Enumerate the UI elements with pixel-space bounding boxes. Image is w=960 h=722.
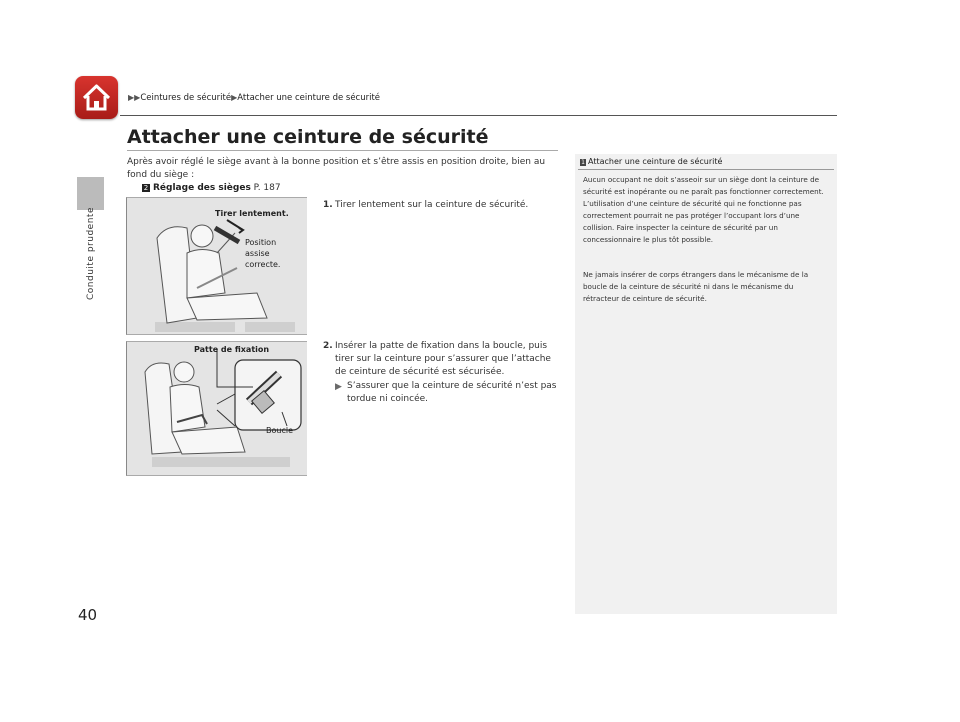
section-tab-marker	[77, 177, 104, 210]
bullet-text-line2: tordue ni coincée.	[347, 394, 428, 404]
step-2-number: 2.	[323, 341, 333, 351]
step-1-number: 1.	[323, 200, 333, 210]
side-note-title	[580, 157, 722, 166]
label-correct-position-1: Position	[245, 238, 277, 247]
title-rule	[127, 150, 558, 151]
figure-buckle	[126, 341, 307, 476]
side-note-paragraph-1: Aucun occupant ne doit s’asseoir sur un siège dont la ceinture de sécurité est inopérante ou ne paraît pas fonctionner correctement. L’utilisation d’une ceinture de sécurité qui ne fonctionne pas correctement pourrait ne pas protéger l’occupant lors d’une collision. Faire inspecter la ceinture de sécurité par un concessionnaire le plus tôt possible.	[583, 175, 824, 244]
label-correct-position-2: assise	[245, 249, 270, 258]
page-number: 40	[78, 606, 98, 624]
breadcrumb-item-current[interactable]: Attacher une ceinture de sécurité	[237, 93, 381, 103]
home-button[interactable]	[75, 76, 118, 119]
label-buckle: Boucle	[266, 426, 293, 435]
intro-text: Après avoir réglé le siège avant à la bonne position et s’être assis en position droite, bien au fond du siège :	[127, 157, 546, 180]
step-2-text-line1: Insérer la patte de fixation dans la boucle, puis	[335, 341, 548, 351]
header-rule	[120, 115, 837, 116]
reference-icon: 2	[143, 184, 149, 192]
check-bullet	[335, 380, 560, 407]
step-2-text-line3: de ceinture de sécurité est sécurisée.	[335, 367, 505, 377]
label-pull-slowly: Tirer lentement.	[215, 209, 289, 218]
home-icon	[81, 82, 112, 113]
page-title: Attacher une ceinture de sécurité	[127, 126, 489, 148]
section-label: Conduite prudente	[86, 207, 96, 300]
step-2-text-line2: tirer sur la ceinture pour s’assurer que l’attache	[335, 354, 551, 364]
step-1	[323, 199, 558, 212]
breadcrumb	[128, 93, 380, 103]
breadcrumb-arrow: ▶	[231, 93, 238, 102]
figure-pull-belt	[126, 197, 307, 335]
cross-reference-link[interactable]	[142, 183, 281, 193]
note-icon: 1	[581, 159, 585, 166]
xref-page: P. 187	[250, 183, 281, 193]
xref-label: Réglage des sièges	[153, 183, 251, 193]
breadcrumb-item-seatbelts[interactable]: Ceintures de sécurité	[140, 93, 232, 103]
side-note-paragraph-2: Ne jamais insérer de corps étrangers dans le mécanisme de la boucle de la ceinture de sécurité ni dans le mécanisme du rétracteur de ceinture de sécurité.	[583, 270, 809, 303]
step-1-text: Tirer lentement sur la ceinture de sécurité.	[335, 200, 529, 210]
note-title-text: Attacher une ceinture de sécurité	[588, 157, 723, 166]
label-tab: Patte de fixation	[194, 345, 270, 354]
label-correct-position-3: correcte.	[245, 260, 281, 269]
step-2	[323, 340, 558, 380]
bullet-arrow-icon: ▶	[335, 382, 342, 392]
breadcrumb-arrows: ▶▶	[128, 93, 141, 102]
bullet-text-line1: S’assurer que la ceinture de sécurité n’est pas	[347, 381, 557, 391]
side-note-rule	[578, 169, 834, 170]
illustration-buckle	[127, 342, 307, 475]
